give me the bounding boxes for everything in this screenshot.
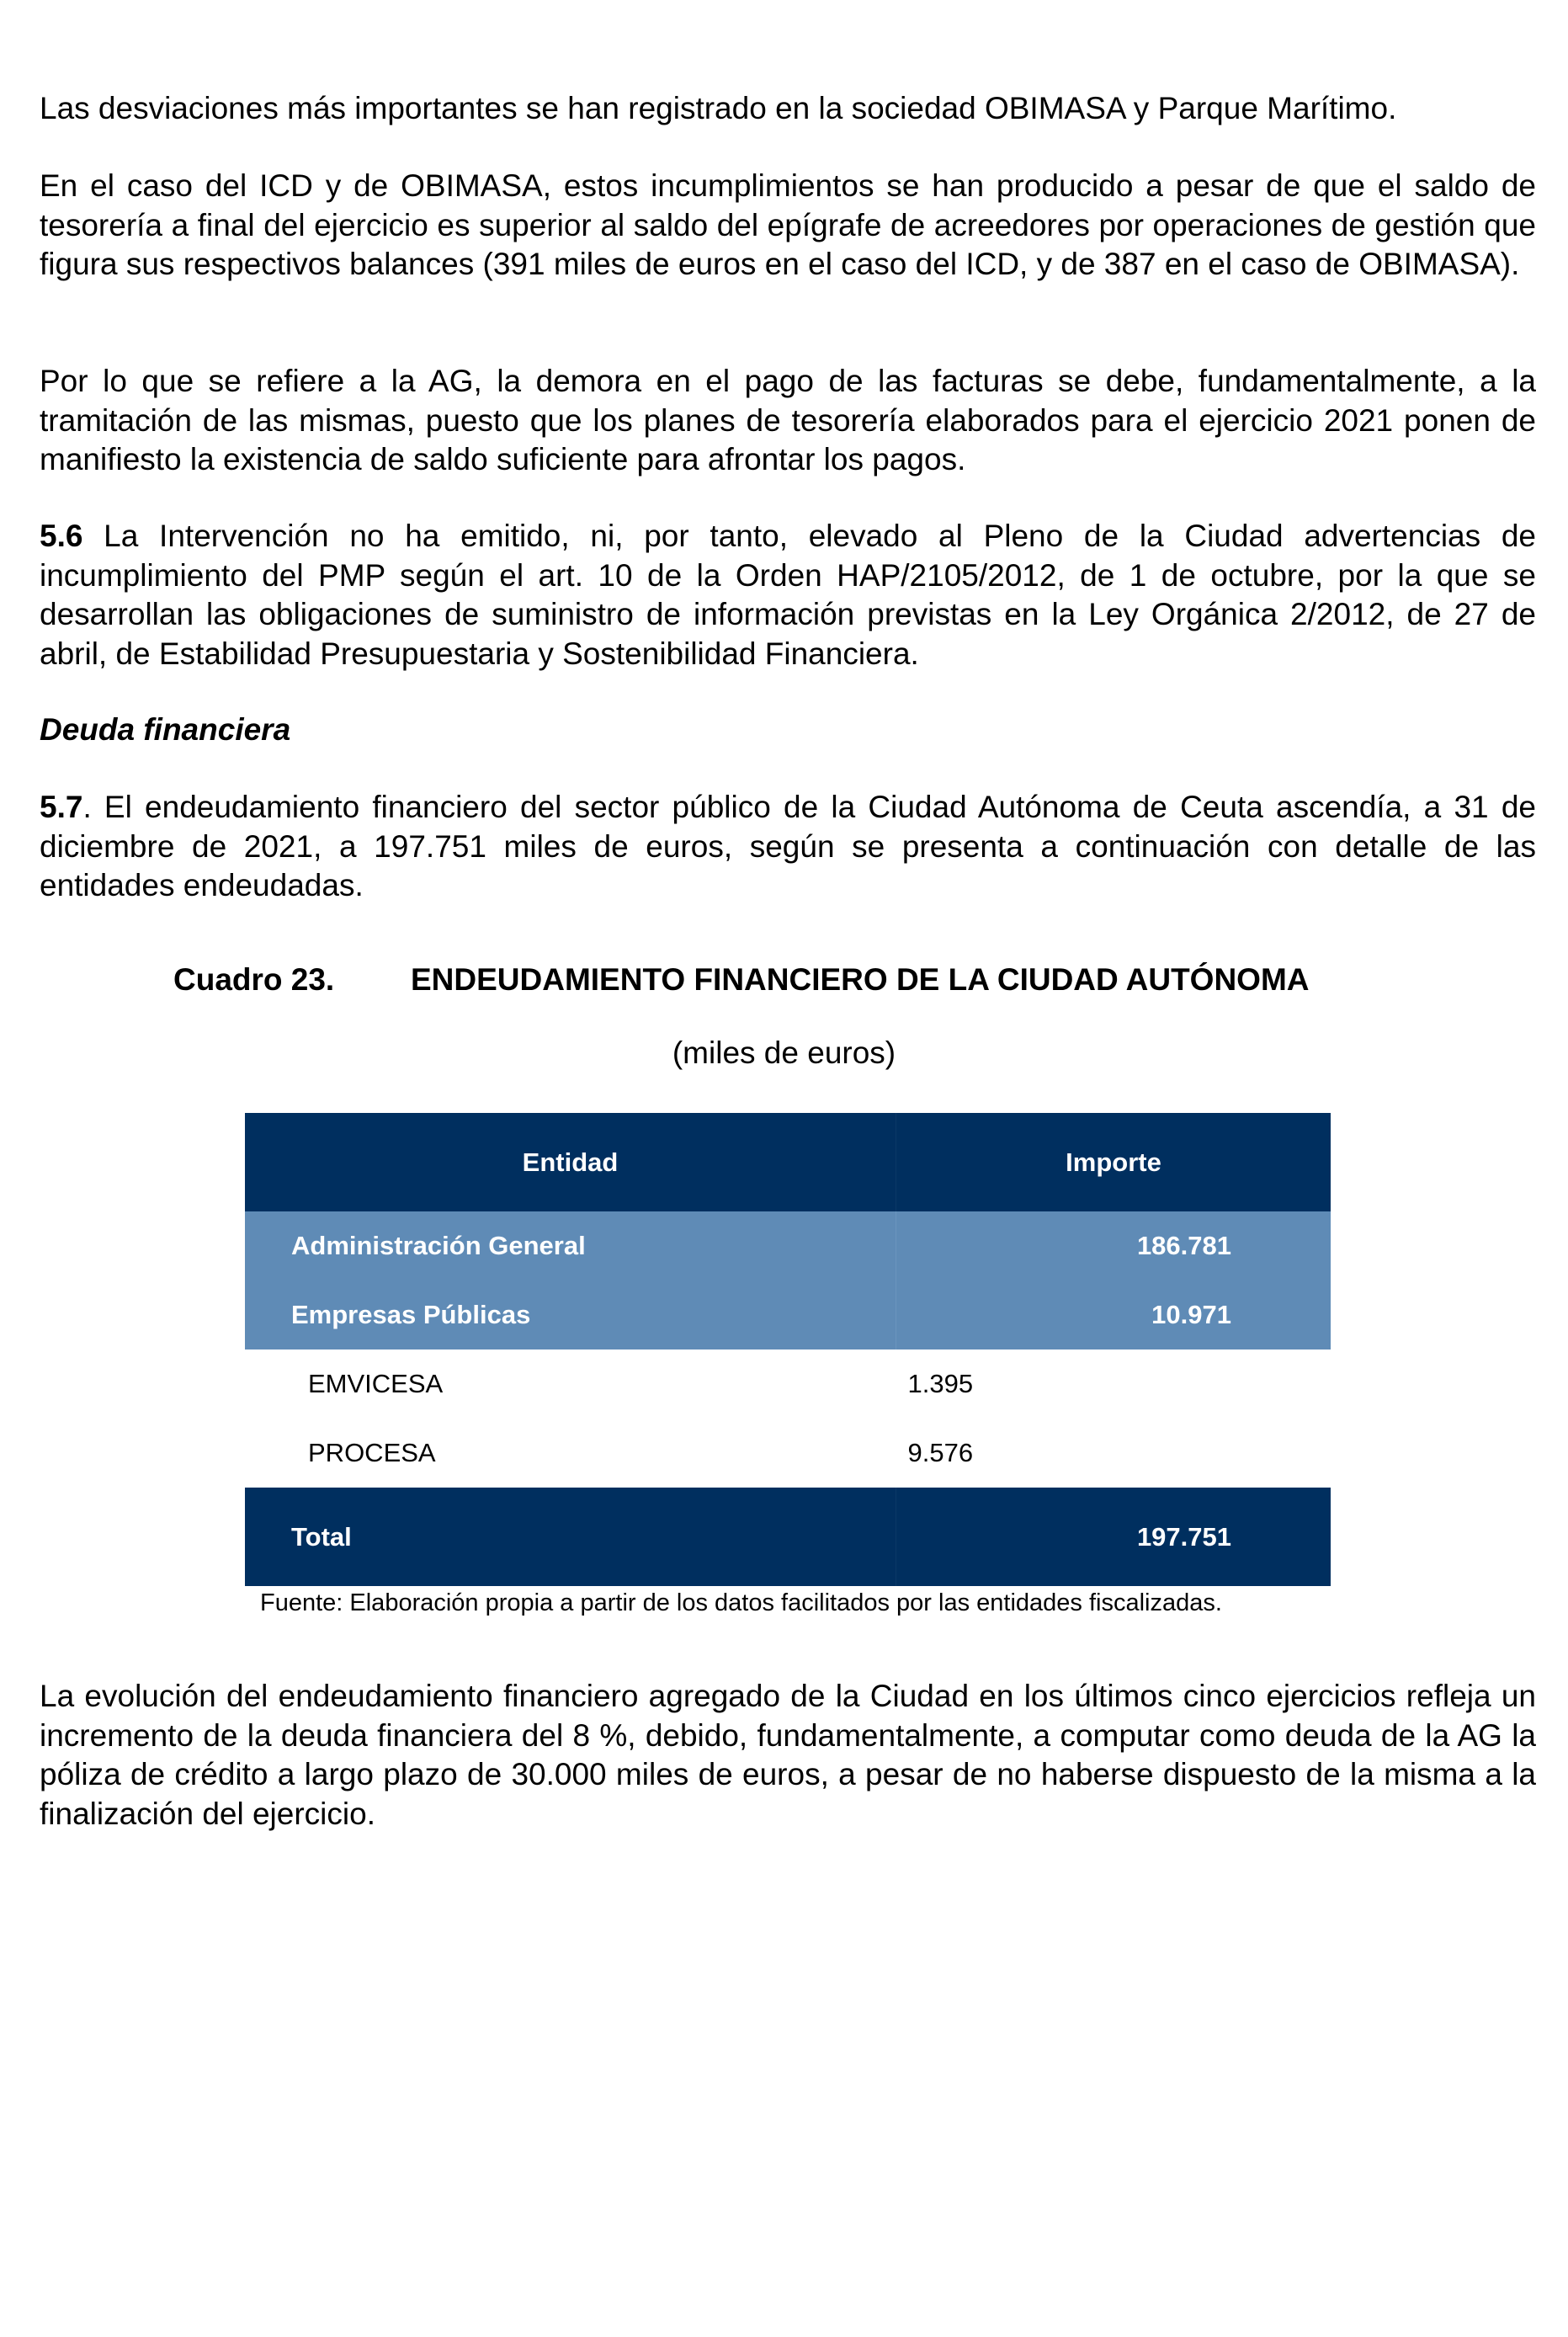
caption-title: ENDEUDAMIENTO FINANCIERO DE LA CIUDAD AUTÓNOMA [411,962,1310,997]
table-units: (miles de euros) [672,1035,896,1070]
header-importe: Importe [896,1113,1331,1211]
table-total-row [245,1488,1331,1586]
amount-cell: 186.781 [896,1211,1331,1280]
paragraph-evolucion: La evolución del endeudamiento financiero agregado de la Ciudad en los últimos cinco ejercicios refleja un incremento de la deuda financiera del 8 %, debido, fundamentalmente, a computar como deuda de la AG la póliza de crédito a largo plazo de 30.000 miles de euros, a pesar de no haberse dispuesto de la misma a la finalización del ejercicio. [40,1679,1536,1831]
total-label: Total [245,1488,896,1586]
section-heading: Deuda financiera [40,712,291,747]
entity-cell: PROCESA [308,1438,436,1467]
amount-cell: 1.395 [907,1369,974,1398]
paragraph-5-6 [40,517,1536,673]
paragraph-5-7 [40,788,1536,906]
total-amount: 197.751 [896,1488,1331,1586]
table-row [245,1349,1331,1419]
entity-cell: EMVICESA [308,1369,444,1398]
table-source: Fuente: Elaboración propia a partir de los datos facilitados por las entidades fiscalizadas. [260,1589,1222,1616]
paragraph-number: 5.6 [40,519,83,553]
paragraph-ag: Por lo que se refiere a la AG, la demora en el pago de las facturas se debe, fundamentalmente, a la tramitación de las mismas, puesto que los planes de tesorería elaborados para el ejercicio 2021 ponen de manifiesto la existencia de saldo suficiente para afrontar los pagos. [40,364,1536,476]
paragraph-desviaciones: Las desviaciones más importantes se han registrado en la sociedad OBIMASA y Parque Marítimo. [40,91,1397,125]
table-header-row [245,1113,1331,1211]
amount-cell: 10.971 [896,1280,1331,1349]
entity-cell: Administración General [245,1211,896,1280]
table-row [245,1419,1331,1488]
paragraph-text: . El endeudamiento financiero del sector público de la Ciudad Autónoma de Ceuta ascendía, a 31 de diciembre de 2021, a 197.751 miles de euros, según se presenta a continuación con detalle de las entidades endeudadas. [40,790,1536,902]
paragraph-icd-obimasa: En el caso del ICD y de OBIMASA, estos incumplimientos se han producido a pesar de que el saldo de tesorería a final del ejercicio es superior al saldo del epígrafe de acreedores por operaciones de gestión que figura sus respectivos balances (391 miles de euros en el caso del ICD, y de 387 en el caso de OBIMASA). [40,168,1536,281]
table-row [245,1211,1331,1280]
table-row [245,1280,1331,1349]
debt-table [245,1113,1331,1586]
header-entidad: Entidad [245,1113,896,1211]
paragraph-number: 5.7 [40,790,83,824]
caption-number: Cuadro 23. [173,962,335,997]
amount-cell: 9.576 [907,1438,974,1467]
entity-cell: Empresas Públicas [245,1280,896,1349]
paragraph-text: La Intervención no ha emitido, ni, por tanto, elevado al Pleno de la Ciudad advertencias de incumplimiento del PMP según el art. 10 de la Orden HAP/2105/2012, de 1 de octubre, por la que se desarrollan las obligaciones de suministro de información previstas en la Ley Orgánica 2/2012, de 27 de abril, de Estabilidad Presupuestaria y Sostenibilidad Financiera. [40,519,1536,671]
